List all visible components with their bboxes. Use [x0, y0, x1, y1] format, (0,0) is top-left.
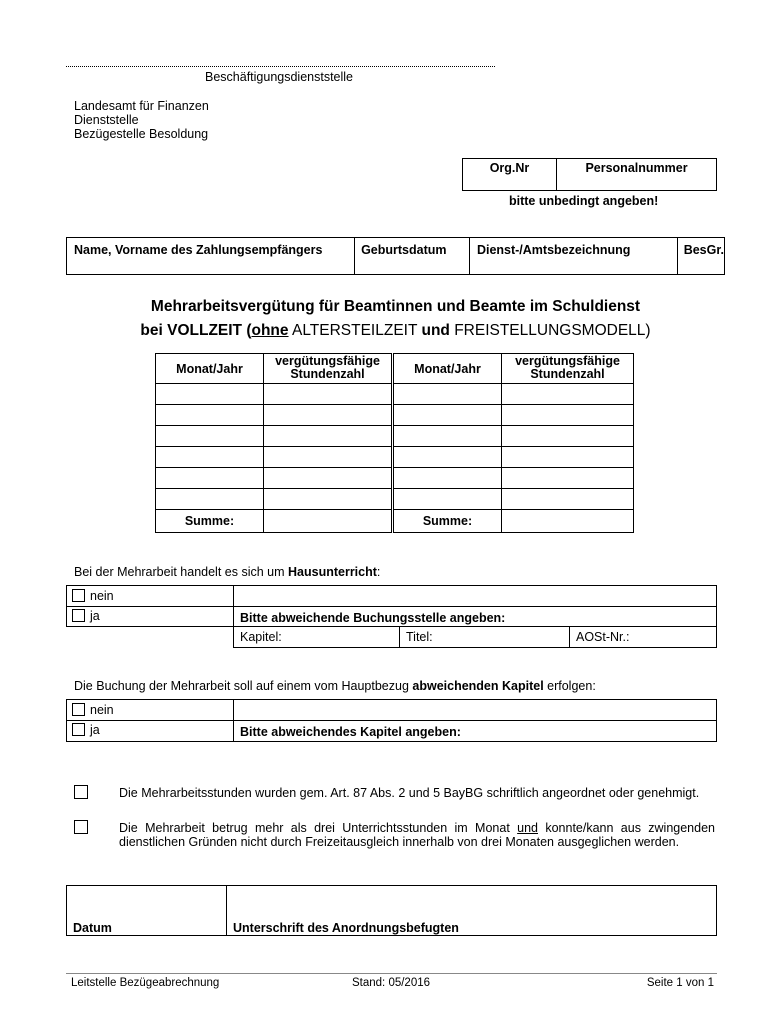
col-month-left	[156, 354, 264, 384]
hours-cell[interactable]	[264, 405, 393, 426]
kapitel-label: Kapitel:	[240, 630, 282, 644]
name-label: Name, Vorname des Zahlungsempfängers	[74, 243, 323, 257]
grade-field[interactable]	[677, 238, 724, 275]
col-hours-right-l2: Stundenzahl	[530, 367, 605, 381]
col-hours-left-l2: Stundenzahl	[290, 367, 365, 381]
booking-no-label: nein	[90, 703, 114, 717]
checkbox[interactable]	[72, 703, 85, 716]
house-table	[66, 585, 717, 648]
date-field[interactable]	[67, 886, 227, 936]
birthdate-field[interactable]	[355, 238, 470, 275]
hours-table-header	[156, 354, 634, 384]
heading-part-ohne: ohne	[251, 322, 289, 339]
month-cell[interactable]	[393, 468, 502, 489]
hours-row	[156, 447, 634, 468]
booking-option-no[interactable]	[67, 700, 234, 721]
signature-label: Unterschrift des Anordnungsbefugten	[233, 921, 459, 935]
booking-blank-cell	[234, 700, 717, 721]
form-heading-line-2	[66, 322, 725, 340]
month-cell[interactable]	[393, 447, 502, 468]
checkbox[interactable]	[72, 589, 85, 602]
form-heading-line-1: Mehrarbeitsvergütung für Beamtinnen und Beamte im Schuldienst	[150, 298, 641, 315]
personal-nr-label: Personalnummer	[585, 161, 688, 175]
statement-2-checkbox[interactable]	[74, 820, 88, 834]
col-hours-right-l1: vergütungsfähige	[515, 354, 620, 368]
col-month-left-label: Monat/Jahr	[176, 361, 243, 376]
aost-label: AOSt-Nr.:	[576, 630, 630, 644]
heading-part-und: und	[421, 322, 450, 339]
checkbox[interactable]	[72, 723, 85, 736]
booking-intro-a: Die Buchung der Mehrarbeit soll auf einem vom Hauptbezug	[74, 679, 413, 693]
hours-cell[interactable]	[264, 468, 393, 489]
title-field[interactable]	[469, 238, 677, 275]
titel-label: Titel:	[406, 630, 433, 644]
house-empty-cell	[67, 627, 234, 648]
house-intro-a: Bei der Mehrarbeit handelt es sich um	[74, 565, 288, 579]
month-cell[interactable]	[393, 489, 502, 510]
hours-cell[interactable]	[264, 426, 393, 447]
checkbox[interactable]	[72, 609, 85, 622]
booking-table	[66, 699, 717, 742]
heading-part-e: FREISTELLUNGSMODELL)	[449, 322, 651, 339]
house-blank-cell	[234, 586, 717, 607]
statement-2-a: Die Mehrarbeit betrug mehr als drei Unterrichtsstunden im Monat	[119, 821, 518, 835]
hours-table	[155, 353, 634, 533]
col-month-right	[393, 354, 502, 384]
booking-option-yes[interactable]	[67, 721, 234, 742]
house-option-no[interactable]	[67, 586, 234, 607]
footer-center: Stand: 05/2016	[352, 977, 431, 989]
footer-left: Leitstelle Bezügeabrechnung	[71, 977, 220, 989]
hours-row	[156, 489, 634, 510]
sum-left-text: Summe:	[184, 514, 235, 528]
date-label: Datum	[73, 921, 112, 935]
sum-row	[156, 510, 634, 533]
recipient-line-1: Landesamt für Finanzen	[74, 99, 209, 113]
alt-kapitel-label: Bitte abweichendes Kapitel angeben:	[240, 725, 461, 739]
booking-yes-label: ja	[90, 723, 100, 737]
aost-field[interactable]	[570, 627, 717, 648]
sum-cell-left[interactable]	[264, 510, 393, 533]
recipient-address	[74, 99, 209, 141]
col-month-right-label: Monat/Jahr	[414, 361, 481, 376]
sum-right-text: Summe:	[422, 514, 473, 528]
alt-booking-label: Bitte abweichende Buchungsstelle angeben:	[240, 611, 506, 625]
month-cell[interactable]	[156, 447, 264, 468]
month-cell[interactable]	[156, 426, 264, 447]
booking-intro-b: abweichenden Kapitel	[412, 679, 544, 693]
col-hours-left-l1: vergütungsfähige	[275, 354, 380, 368]
house-yes-label: ja	[90, 609, 100, 623]
birthdate-label: Geburtsdatum	[361, 243, 447, 257]
hours-row	[156, 468, 634, 489]
heading-part-a: bei VOLLZEIT (	[140, 322, 252, 339]
signature-table	[66, 885, 717, 936]
heading-part-c: ALTERSTEILZEIT	[288, 322, 422, 339]
title-label: Dienst-/Amtsbezeichnung	[476, 243, 631, 257]
id-note: bitte unbedingt angeben!	[509, 194, 659, 208]
name-field[interactable]	[67, 238, 355, 275]
house-intro-c: :	[376, 565, 381, 579]
house-no-label: nein	[90, 589, 114, 603]
hours-row	[156, 426, 634, 447]
hours-cell[interactable]	[502, 447, 634, 468]
personal-nr-field[interactable]	[557, 159, 717, 191]
kapitel-field[interactable]	[234, 627, 400, 648]
statement-2-text	[119, 821, 715, 849]
employer-label: Beschäftigungsdienststelle	[205, 70, 354, 84]
alt-booking-header	[234, 607, 717, 627]
hours-cell[interactable]	[502, 384, 634, 405]
hours-cell[interactable]	[502, 489, 634, 510]
recipient-line-3: Bezügestelle Besoldung	[74, 127, 209, 141]
booking-intro-c: erfolgen:	[543, 679, 596, 693]
col-hours-left	[264, 354, 393, 384]
sum-label-right	[393, 510, 502, 533]
titel-field[interactable]	[400, 627, 570, 648]
month-cell[interactable]	[393, 405, 502, 426]
hours-cell[interactable]	[264, 447, 393, 468]
statement-2-und: und	[517, 821, 538, 835]
statement-1-checkbox[interactable]	[74, 785, 88, 799]
org-nr-label: Org.Nr	[489, 161, 530, 175]
signature-field[interactable]	[227, 886, 717, 936]
hours-cell[interactable]	[264, 384, 393, 405]
hours-cell[interactable]	[502, 468, 634, 489]
hours-row	[156, 384, 634, 405]
house-intro	[74, 565, 380, 579]
month-cell[interactable]	[156, 384, 264, 405]
alt-kapitel-field[interactable]	[234, 721, 717, 742]
hours-cell[interactable]	[502, 426, 634, 447]
house-intro-b: Hausunterricht	[288, 565, 377, 579]
statement-2-c: konnte/kann aus zwingenden dienstlichen Gründen nicht durch Freizeitausgleich innerhalb von drei Monaten ausgeglichen werden.	[119, 821, 715, 849]
sum-cell-right[interactable]	[502, 510, 634, 533]
footer-divider	[66, 973, 717, 974]
id-table	[462, 158, 717, 191]
month-cell[interactable]	[393, 426, 502, 447]
month-cell[interactable]	[156, 468, 264, 489]
statement-1-text: Die Mehrarbeitsstunden wurden gem. Art. 87 Abs. 2 und 5 BayBG schriftlich angeordnet oder genehmigt.	[119, 786, 700, 800]
sum-label-left	[156, 510, 264, 533]
col-hours-right	[502, 354, 634, 384]
hours-cell[interactable]	[264, 489, 393, 510]
person-table	[66, 237, 725, 275]
org-nr-field[interactable]	[463, 159, 557, 191]
footer-right: Seite 1 von 1	[646, 977, 714, 989]
month-cell[interactable]	[156, 489, 264, 510]
hours-cell[interactable]	[502, 405, 634, 426]
booking-intro	[74, 679, 596, 693]
recipient-line-2: Dienststelle	[74, 113, 139, 127]
hours-row	[156, 405, 634, 426]
month-cell[interactable]	[393, 384, 502, 405]
month-cell[interactable]	[156, 405, 264, 426]
house-option-yes[interactable]	[67, 607, 234, 627]
employer-signature-line	[66, 66, 495, 67]
grade-label: BesGr.	[683, 243, 724, 257]
